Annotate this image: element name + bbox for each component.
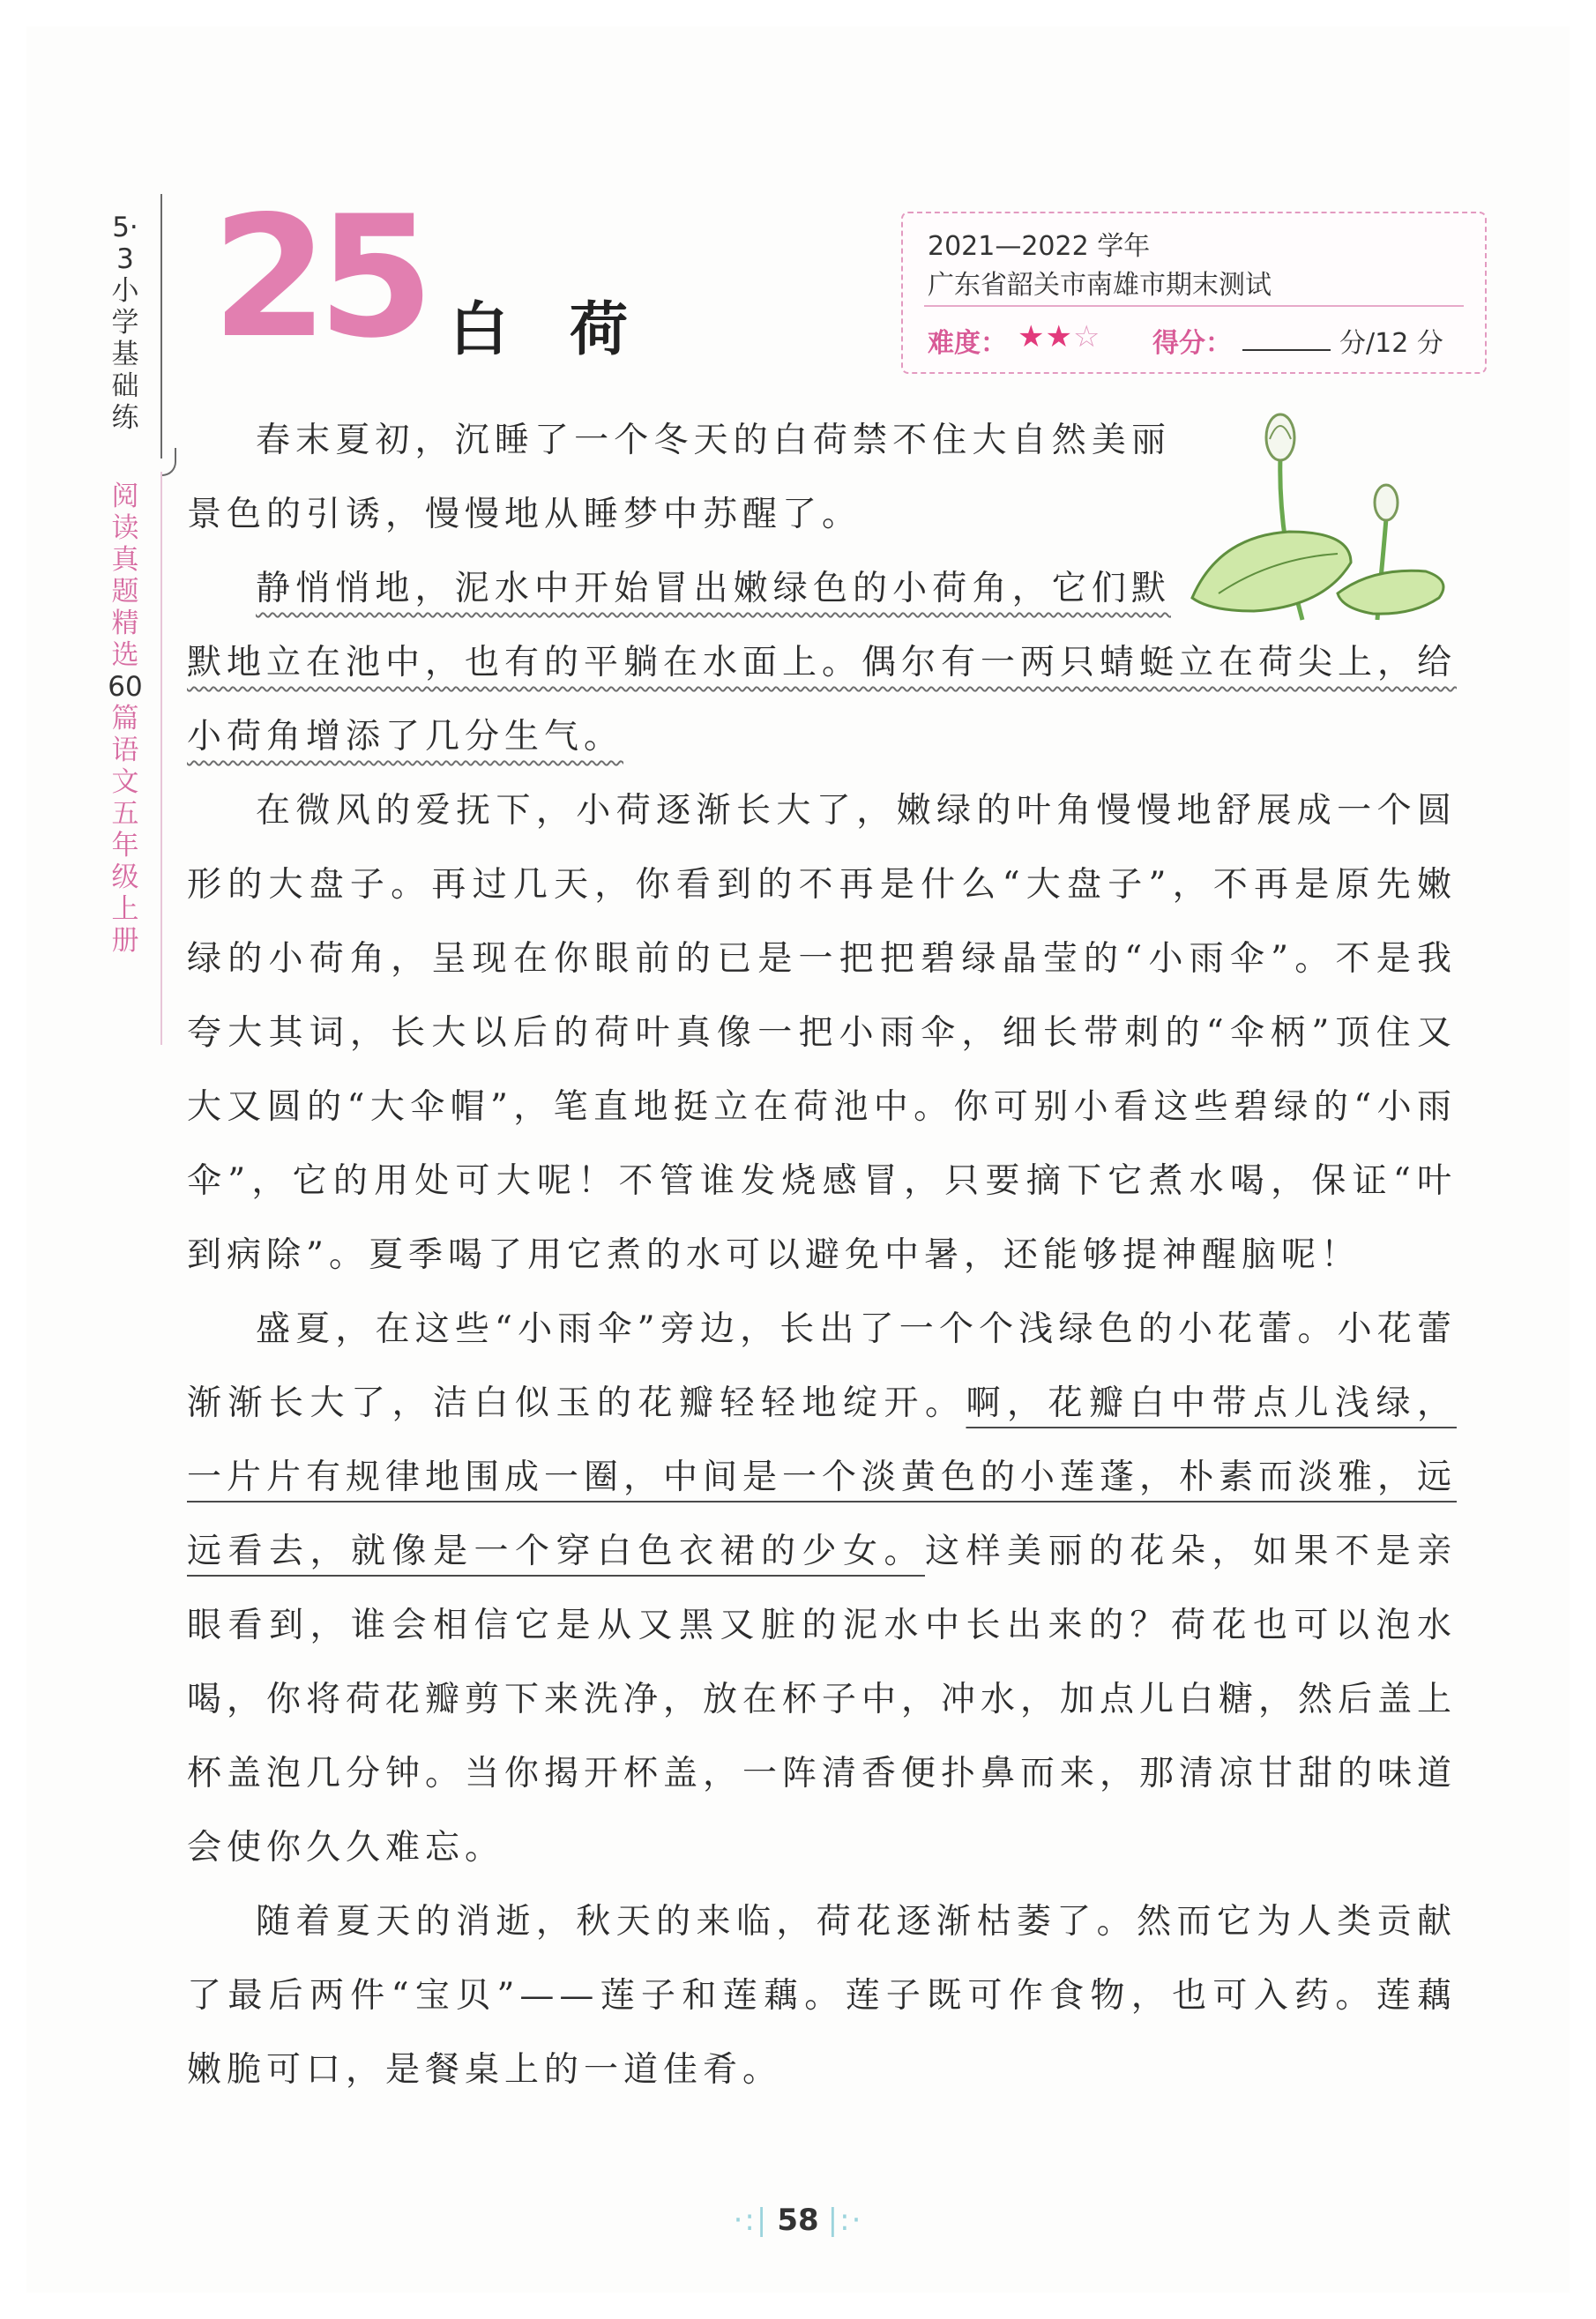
star-empty-icon: ☆ bbox=[1072, 319, 1101, 354]
lotus-illustration-icon bbox=[1183, 404, 1457, 624]
exam-info-box bbox=[901, 212, 1487, 374]
difficulty-stars bbox=[1018, 319, 1100, 354]
difficulty-label: 难度： bbox=[928, 328, 1007, 359]
page-number: 58 bbox=[777, 2203, 819, 2238]
exam-divider bbox=[924, 305, 1464, 307]
paragraph-4-start: 盛夏，在这些“小雨伞”旁边，长出了一个个浅绿色的小花蕾。小花蕾渐渐长大了，洁白似玉的花瓣轻轻地绽开。 bbox=[187, 1309, 1457, 1423]
margin-rule bbox=[160, 194, 162, 459]
wavy-underlined-sentence: 静悄悄地，泥水中开始冒出嫩绿色的小荷角，它们默默地立在池中，也有的平躺在水面上。偶尔有一两只蜻蜓立在荷尖上，给小荷角增添了几分生气。 bbox=[187, 569, 1458, 757]
score-blank[interactable] bbox=[1242, 349, 1331, 351]
lesson-title: 白荷 bbox=[450, 295, 690, 363]
paragraph-4-end: 这样美丽的花朵，如果不是亲眼看到，谁会相信它是从又黑又脏的泥水中长出来的？荷花也可以泡水喝，你将荷花瓣剪下来洗净，放在杯子中，冲水，加点儿白糖，然后盖上杯盖泡几分钟。当你揭开杯盖，一阵清香便扑鼻而来，那清凉甘甜的味道会使你久久难忘。 bbox=[187, 1532, 1458, 1868]
score-total: 分/12 分 bbox=[1339, 328, 1443, 359]
meta-row bbox=[928, 317, 1474, 359]
paragraph-5: 随着夏天的消逝，秋天的来临，荷花逐渐枯萎了。然而它为人类贡献了最后两件“宝贝”——莲子和莲藕。莲子既可作食物，也可入药。莲藕嫩脆可口，是餐桌上的一道佳肴。 bbox=[187, 1902, 1457, 2090]
margin-rule-pink bbox=[160, 472, 162, 1045]
page-footer bbox=[0, 2203, 1596, 2238]
star-filled-icon: ★ bbox=[1018, 319, 1046, 354]
series-name: 5·3小学基础练 bbox=[111, 212, 139, 434]
score-label: 得分： bbox=[1152, 328, 1232, 359]
right-ornament-icon: |:· bbox=[827, 2203, 863, 2238]
book-name-b: 篇 语文 五年级上册 bbox=[111, 703, 139, 957]
underlined-sentence: 啊，花瓣白中带点儿浅绿，一片片有规律地围成一圈，中间是一个淡黄色的小莲蓬，朴素而淡雅，远远看去，就像是一个穿白色衣裙的少女。 bbox=[187, 1383, 1458, 1571]
book-name bbox=[106, 481, 145, 957]
book-name-a: 阅读真题精选 bbox=[111, 481, 139, 671]
paragraph-4 bbox=[187, 1293, 1457, 1885]
paragraph-1: 春末夏初，沉睡了一个冬天的白荷禁不住大自然美丽景色的引诱，慢慢地从睡梦中苏醒了。 bbox=[187, 421, 1171, 534]
margin-notch bbox=[160, 448, 176, 476]
article-body bbox=[187, 404, 1457, 2107]
star-filled-icon: ★ bbox=[1045, 319, 1073, 354]
lesson-number: 25 bbox=[212, 180, 424, 375]
exam-region: 广东省韶关市南雄市期末测试 bbox=[928, 270, 1272, 301]
left-ornament-icon: ·:| bbox=[733, 2203, 769, 2238]
book-count: 60 bbox=[108, 671, 143, 703]
exam-year: 2021—2022 学年 bbox=[928, 231, 1151, 262]
paragraph-3: 在微风的爱抚下，小荷逐渐长大了，嫩绿的叶角慢慢地舒展成一个圆形的大盘子。再过几天，你看到的不再是什么“大盘子”，不再是原先嫩绿的小荷角，呈现在你眼前的已是一把把碧绿晶莹的“小雨伞”。不是我夸大其词，长大以后的荷叶真像一把小雨伞，细长带刺的“伞柄”顶住又大又圆的“大伞帽”，笔直地挺立在荷池中。你可别小看这些碧绿的“小雨伞”，它的用处可大呢！不管谁发烧感冒，只要摘下它煮水喝，保证“叶到病除”。夏季喝了用它煮的水可以避免中暑，还能够提神醒脑呢！ bbox=[187, 791, 1457, 1275]
